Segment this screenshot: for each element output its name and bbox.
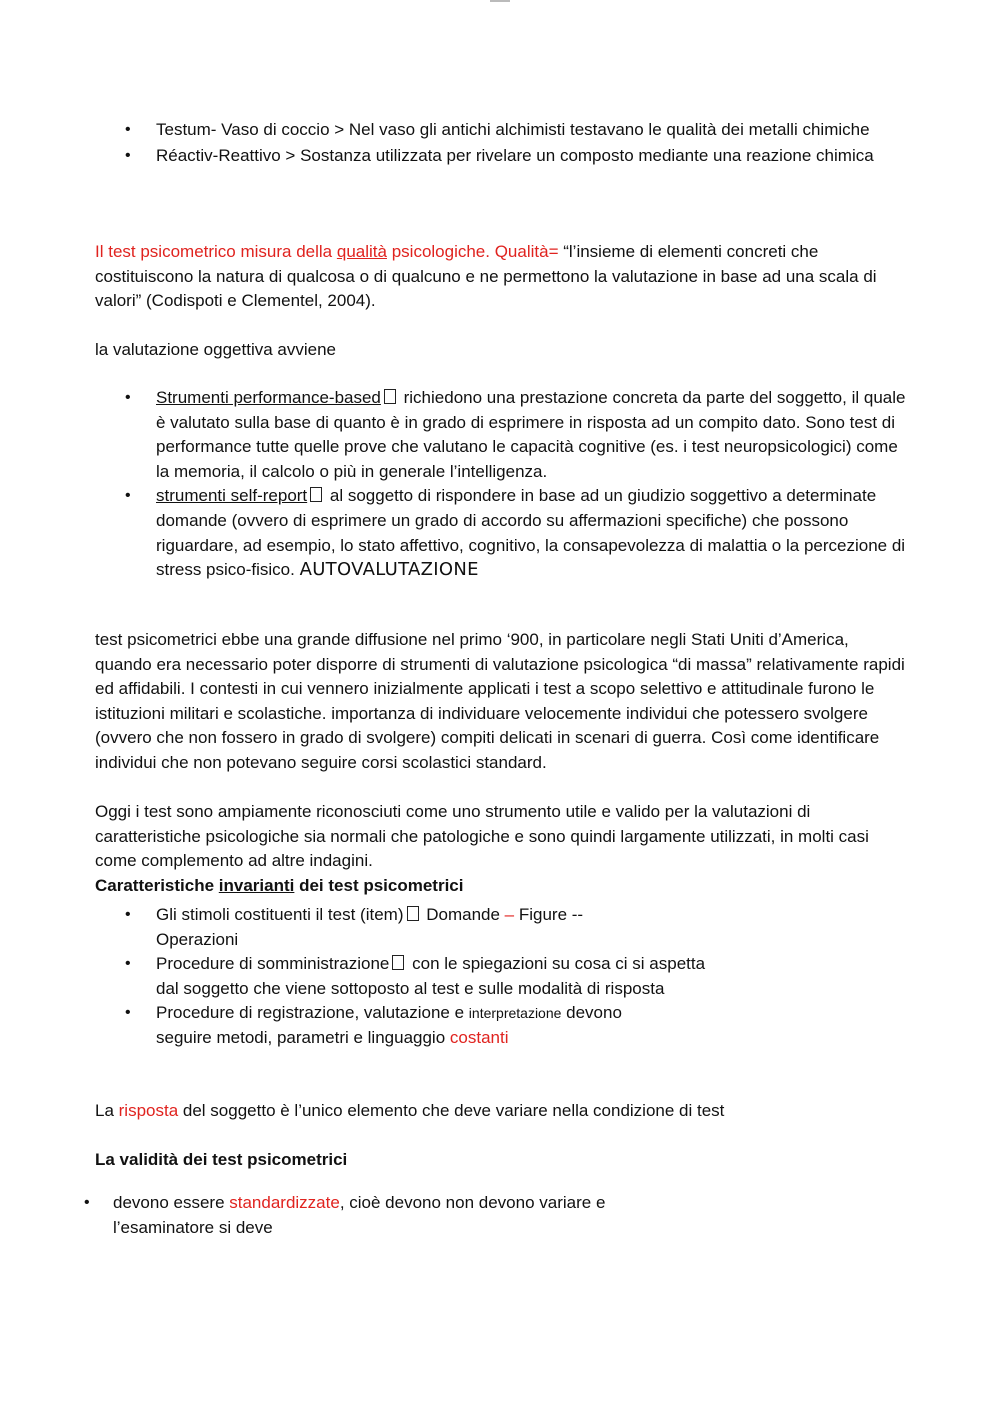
- etymology-list: [0, 118, 1000, 168]
- missing-glyph-box-icon: [310, 487, 322, 502]
- list-item: • Gli stimoli costituenti il test (item) Domande – Figure -- Operazioni: [125, 905, 584, 949]
- history-paragraph: test psicometrici ebbe una grande diffusione nel primo ‘900, in particolare negli Stati Uniti d’America, quando era necessario poter disporre di strumenti di valutazione psicologica “di massa” relativamente rapidi ed affidabili. I contesti in cui vennero inizialmente applicati i test a scopo selettivo e attitudinale furono le istituzioni militari e scolastiche. importanza di individuare velocemente individui che potessero svolgere (ovvero che non fossero in grado di svolgere) compiti delicati in scenari di guerra. Così come identificare individui che non potevano seguire corsi scolastici standard.: [95, 630, 905, 772]
- missing-glyph-box-icon: [407, 906, 419, 921]
- quality-definition: Il test psicometrico misura della qualità psicologiche. Qualità= “l’insieme di elementi concreti che costituiscono la natura di qualcosa o di qualcuno e ne permettono la valutazione in base ad una scala di valori” (Codispoti e Clementel, 2004).: [95, 242, 877, 311]
- today-paragraph: Oggi i test sono ampiamente riconosciuti come uno strumento utile e valido per la valutazioni di caratteristiche psicologiche sia normali che patologiche e sono quindi largamente utilizzati, in molti casi come complemento ad altre indagini.: [95, 802, 869, 871]
- missing-glyph-box-icon: [392, 955, 404, 970]
- list-item: • Réactiv-Reattivo > Sostanza utilizzata per rivelare un composto mediante una reazione chimica: [125, 145, 874, 165]
- list-item: • strumenti self-report al soggetto di rispondere in base ad un giudizio soggettivo a determinate domande (ovvero di esprimere un grado di accordo su affermazioni specifiche) che possono riguardare, ad esempio, lo stato affettivo, cognitivo, la consapevolezza di malattia o la percezione di stress psico-fisico. AUTOVALUTAZIONE: [125, 486, 906, 581]
- page-top-mark: [490, 0, 510, 2]
- list-item: • Procedure di registrazione, valutazione e interpretazione devono seguire metodi, parametri e linguaggio costanti: [125, 1003, 622, 1047]
- caratteristiche-list: [0, 903, 1000, 1051]
- list-item: • devono essere standardizzate, cioè devono non devono variare e l’esaminatore si deve: [84, 1193, 606, 1237]
- risposta-paragraph: La risposta del soggetto è l’unico elemento che deve variare nella condizione di test: [95, 1101, 725, 1120]
- list-item: • Strumenti performance-based richiedono una prestazione concreta da parte del soggetto, il quale è valutato sulla base di quanto è in grado di esprimere in risposta ad un compito dato. Sono test di performance tutte quelle prove che valutano le capacità cognitive (es. i test neuropsicologici) come la memoria, il calcolo o più in generale l’intelligenza.: [125, 388, 906, 481]
- missing-glyph-box-icon: [384, 389, 396, 404]
- valutazione-intro: la valutazione oggettiva avviene: [95, 340, 336, 359]
- list-item: • Testum- Vaso di coccio > Nel vaso gli antichi alchimisti testavano le qualità dei metalli chimiche: [125, 120, 870, 139]
- validita-list: [0, 1191, 1000, 1240]
- strumenti-list: [0, 386, 1000, 583]
- list-item: • Procedure di somministrazione con le spiegazioni su cosa ci si aspetta dal soggetto che viene sottoposto al test e sulle modalità di risposta: [125, 954, 706, 998]
- caratteristiche-heading: Caratteristiche invarianti dei test psicometrici: [95, 876, 464, 895]
- validita-heading: La validità dei test psicometrici: [95, 1150, 348, 1169]
